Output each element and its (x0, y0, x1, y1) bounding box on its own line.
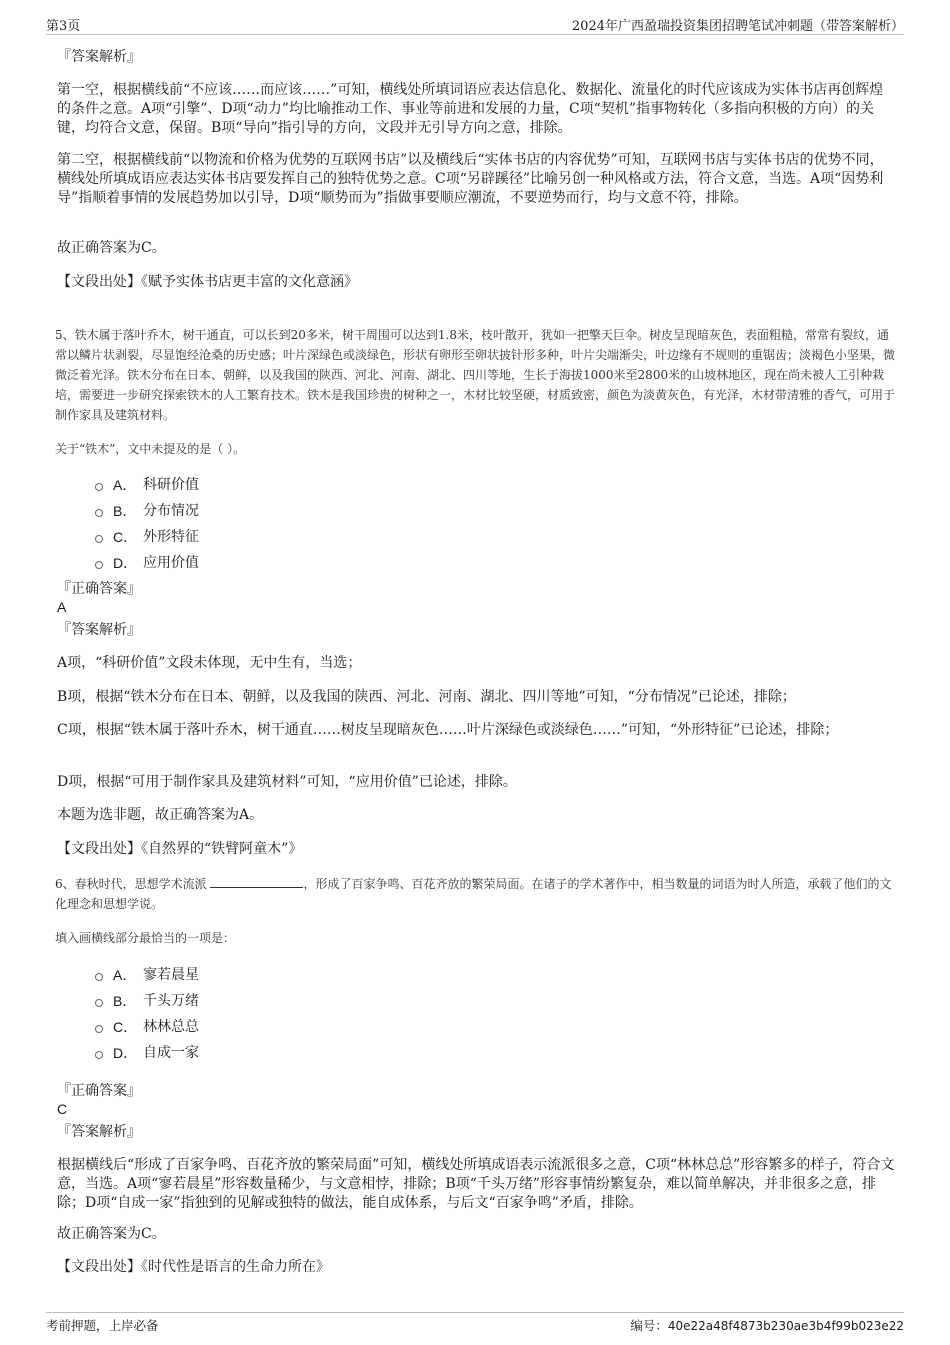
q6-answer: C (57, 1101, 68, 1117)
q5-source-label: 【文段出处】 (57, 841, 141, 857)
page-header (46, 14, 904, 35)
q4-analysis-p1: 第一空，根据横线前“不应该……而应该……”可知，横线处所填词语应表达信息化、数据化、流量化的时代应该成为实体书店再创辉煌的条件之意。A项“引擎”、D项“动力”均比喻推动工作、事业等前进和发展的力量，C项“契机”指事物转化（多指向积极的方向）的关键，均符合文意，保留。B项“导向”指引导的方向，文段并无引导方向之意，排除。 (57, 82, 884, 136)
radio-icon[interactable] (95, 973, 103, 981)
q6-option-d[interactable]: D． 自成一家 (95, 1040, 199, 1066)
q6-option-b[interactable]: B． 千头万绪 (95, 988, 199, 1014)
q6-options (95, 962, 199, 1066)
radio-icon[interactable] (95, 999, 103, 1007)
q4-analysis-p2: 第二空，根据横线前“以物流和价格为优势的互联网书店”以及横线后“实体书店的内容优势”可知，互联网书店与实体书店的优势不同，横线处所填成语应表达实体书店要发挥自己的独特优势之意。C项“另辟蹊径”比喻另创一种风格或方法，符合文意，当选。A项“因势利导”指顺着事情的发展趋势加以引导，D项“顺势而为”指做事要顺应潮流，不要逆势而行，均与文意不符，排除。 (57, 152, 884, 206)
q4-source-label: 【文段出处】 (57, 274, 141, 290)
q6-answer-heading: 『正确答案』 (57, 1083, 141, 1099)
q5-option-b[interactable]: B． 分布情况 (95, 498, 199, 524)
q5-source (57, 840, 895, 859)
page-footer (46, 1312, 904, 1335)
q6-analysis-heading: 『答案解析』 (57, 1124, 141, 1140)
q5-question: 关于“铁木”，文中未提及的是（ ）。 (55, 442, 246, 456)
radio-icon[interactable] (95, 561, 103, 569)
document-id (630, 1316, 904, 1334)
q5-analysis-a: A项，“科研价值”文段未体现，无中生有，当选； (57, 655, 362, 671)
page-number: 第3页 (46, 19, 81, 34)
document-id-value: 40e22a48f4873b230ae3b4f99b023e22 (667, 1319, 904, 1333)
q5-analysis-d: D项，根据“可用于制作家具及建筑材料”可知，“应用价值”已论述，排除。 (57, 774, 517, 790)
q5-analysis-heading: 『答案解析』 (57, 622, 141, 638)
q5-answer-heading: 『正确答案』 (57, 581, 141, 597)
radio-icon[interactable] (95, 1051, 103, 1059)
q5-option-a[interactable]: A． 科研价值 (95, 472, 199, 498)
q4-analysis-heading: 『答案解析』 (57, 49, 141, 65)
q6-question: 填入画横线部分最恰当的一项是： (55, 931, 236, 945)
q5-analysis-c: C项，根据“铁木属于落叶乔木，树干通直……树皮呈现暗灰色……叶片深绿色或淡绿色……”可知，“外形特征”已论述，排除； (57, 722, 839, 738)
radio-icon[interactable] (95, 1025, 103, 1033)
q6-passage-before: 6、春秋时代，思想学术流派 (55, 877, 207, 891)
radio-icon[interactable] (95, 483, 103, 491)
q6-source-label: 【文段出处】 (57, 1259, 141, 1275)
q5-source-title: 《自然界的“铁臂阿童木”》 (141, 841, 303, 857)
document-title: 2024年广西盈瑞投资集团招聘笔试冲刺题（带答案解析） (571, 19, 904, 34)
q6-analysis-p1: 根据横线后“形成了百家争鸣、百花齐放的繁荣局面”可知，横线处所填成语表示流派很多之意，C项“林林总总”形容繁多的样子，符合文意，当选。A项“寥若晨星”形容数量稀少，与文意相悖，排除；B项“千头万绪”形容事情纷繁复杂，难以简单解决，并非很多之意，排除；D项“自成一家”指独到的见解或独特的做法，能自成体系，与后文“百家争鸣”矛盾，排除。 (57, 1157, 895, 1211)
document-id-label: 编号： (630, 1318, 668, 1333)
q5-options (95, 472, 199, 576)
q6-option-c[interactable]: C． 林林总总 (95, 1014, 199, 1040)
q5-conclusion: 本题为选非题，故正确答案为A。 (57, 807, 264, 823)
q4-source (57, 273, 895, 292)
q6-option-a[interactable]: A． 寥若晨星 (95, 962, 199, 988)
q4-source-title: 《赋予实体书店更丰富的文化意涵》 (141, 274, 358, 290)
q6-passage (55, 874, 897, 914)
q5-option-d[interactable]: D． 应用价值 (95, 550, 199, 576)
q6-source-title: 《时代性是语言的生命力所在》 (141, 1259, 330, 1275)
radio-icon[interactable] (95, 509, 103, 517)
q4-conclusion: 故正确答案为C。 (57, 240, 166, 256)
q6-blank (210, 875, 303, 888)
q5-option-c[interactable]: C． 外形特征 (95, 524, 199, 550)
q6-passage-after: ，形成了百家争鸣、百花齐放的繁荣局面。在诸子的学术著作中，相当数量的词语为时人所造，承载了他们的文化理念和思想学说。 (55, 877, 892, 911)
q6-source (57, 1258, 895, 1277)
q5-analysis-b: B项，根据“铁木分布在日本、朝鲜，以及我国的陕西、河北、河南、湖北、四川等地”可知，“分布情况”已论述，排除； (57, 689, 796, 705)
q6-conclusion: 故正确答案为C。 (57, 1226, 166, 1242)
q5-answer: A (57, 599, 67, 615)
radio-icon[interactable] (95, 535, 103, 543)
q5-passage: 5、铁木属于落叶乔木，树干通直，可以长到20多米，树干周围可以达到1.8米，枝叶散开，犹如一把擎天巨伞。树皮呈现暗灰色，表面粗糙，常常有裂纹，通常以鳞片状剥裂，尽显饱经沧桑的历史感；叶片深绿色或淡绿色，形状有卵形至卵状披针形多种，叶片尖端渐尖，叶边缘有不规则的重锯齿；淡褐色小坚果，微微泛着光泽。铁木分布在日本、朝鲜，以及我国的陕西、河北、河南、湖北、四川等地，生长于海拔1000米至2800米的山坡林地区，现在尚未被人工引种栽培，需要进一步研究探索铁木的人工繁育技术。铁木是我国珍贵的树种之一，木材比较坚硬，材质致密，颜色为淡黄灰色，有光泽，木材带清雅的香气，可用于制作家具及建筑材料。 (55, 328, 896, 422)
footer-note: 考前押题，上岸必备 (46, 1318, 159, 1333)
